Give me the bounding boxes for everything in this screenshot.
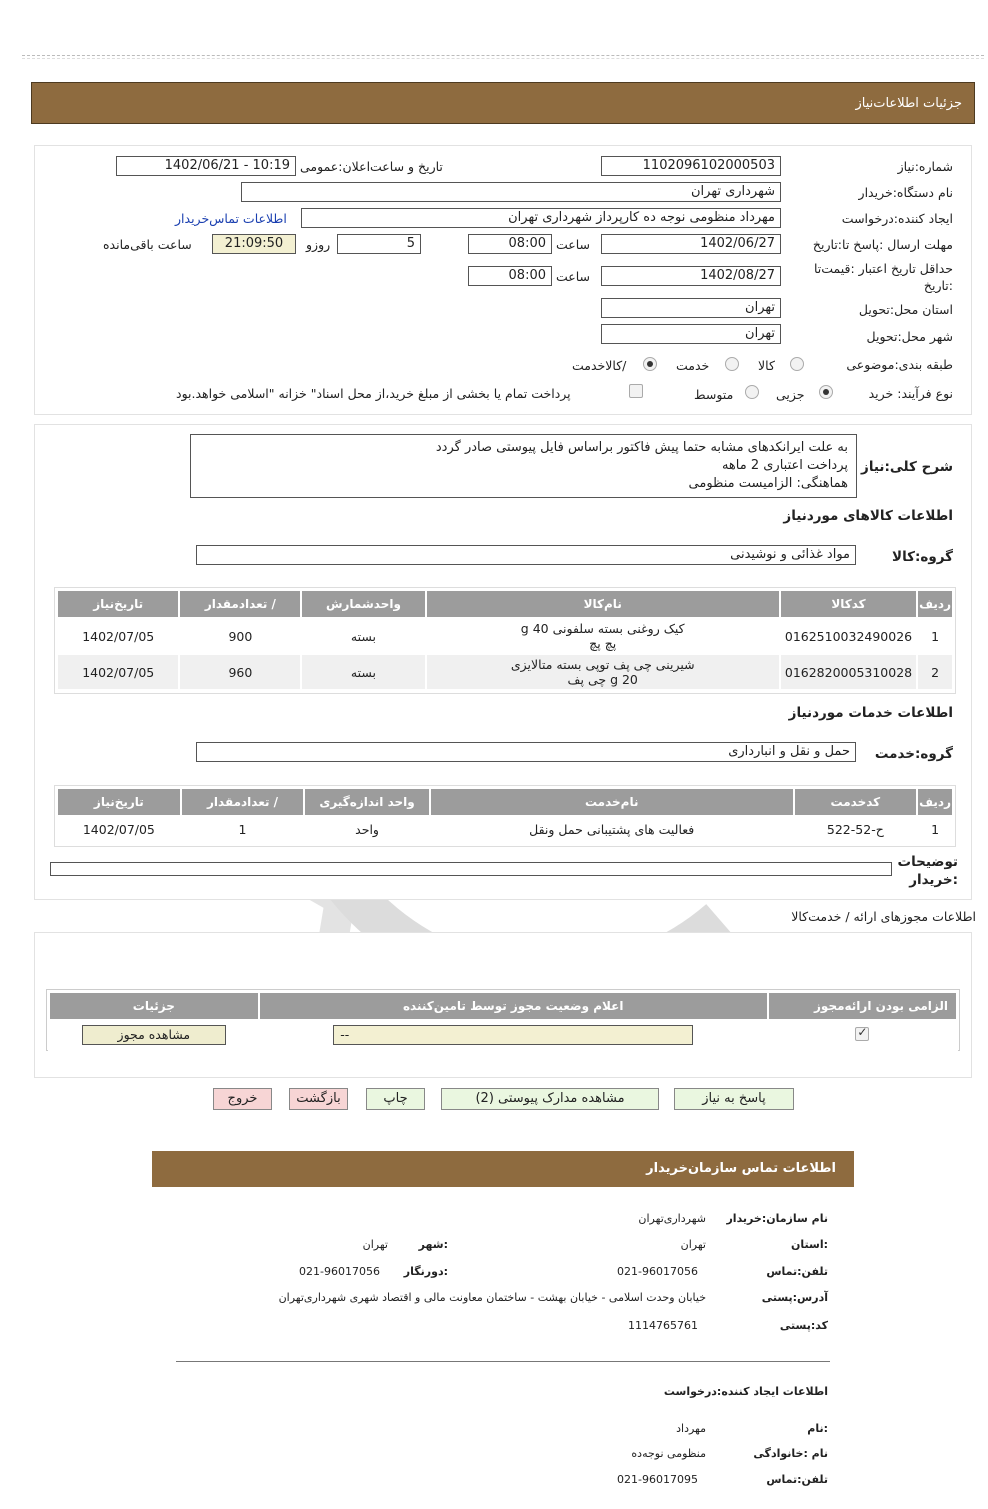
reply-button[interactable]: پاسخ به نیاز xyxy=(674,1088,794,1110)
goods-col-index: ردیف xyxy=(917,590,953,618)
validity-label-1: حداقل تاریخ اعتبار :قیمت‌تا xyxy=(813,261,953,276)
need-number-label: شماره:نیاز xyxy=(897,159,953,174)
goods-row-qty: 900 xyxy=(179,618,301,654)
services-row-name: فعالیت های پشتیبانی حمل ونقل xyxy=(430,816,794,842)
goods-group-label: گروه:کالا xyxy=(892,549,953,565)
goods-row-index: 1 xyxy=(917,618,953,654)
goods-col-date: تاریخ‌نیاز xyxy=(57,590,179,618)
description-line-3: هماهنگی: الزامیست منظومی xyxy=(688,476,848,491)
creator-label: ایجاد کننده:درخواست xyxy=(841,211,953,226)
goods-row-date: 1402/07/05 xyxy=(57,618,179,654)
goods-row-name-line-2: 20 g چی پف xyxy=(567,672,638,687)
contact-postal-value: 1114765761 xyxy=(628,1319,698,1332)
table-row xyxy=(57,618,953,654)
goods-col-name: نام‌کالا xyxy=(426,590,780,618)
top-divider-2 xyxy=(22,58,984,59)
contact-header xyxy=(152,1151,854,1187)
description-label: شرح کلی:نیاز xyxy=(861,459,953,475)
permit-status-field: -- xyxy=(333,1025,693,1045)
contact-phone-label: تلفن:تماس xyxy=(766,1265,828,1278)
services-col-date: تاریخ‌نیاز xyxy=(57,788,181,816)
contact-province-label: :استان xyxy=(791,1238,828,1251)
contact-postal-label: کد:پستی xyxy=(779,1319,828,1332)
deadline-date-field: 1402/06/27 xyxy=(601,234,781,254)
creator-phone-label: تلفن:تماس xyxy=(766,1473,828,1486)
category-goods-radio[interactable] xyxy=(790,357,804,371)
print-button[interactable]: چاپ xyxy=(366,1088,425,1110)
process-partial-label: جزیی xyxy=(776,387,805,402)
services-row-unit: واحد xyxy=(304,816,430,842)
contact-address-label: آدرس:پستی xyxy=(761,1291,828,1304)
page-title: جزئیات اطلاعات‌نیاز xyxy=(855,96,962,111)
category-both-label: /کالاخدمت xyxy=(572,358,627,373)
permits-row-required xyxy=(768,1020,957,1050)
goods-row-name-line-1: شیرینی چی پف توپی بسته متالایزی xyxy=(510,657,695,672)
view-permit-button[interactable]: مشاهده مجوز xyxy=(82,1025,226,1045)
creator-name-label: :نام xyxy=(807,1422,828,1435)
days-label: روزو xyxy=(306,237,331,252)
page-header xyxy=(31,82,975,124)
contact-province-value: تهران xyxy=(680,1238,706,1251)
process-medium-radio[interactable] xyxy=(745,385,759,399)
category-goods-label: کالا xyxy=(758,358,775,373)
days-field: 5 xyxy=(337,234,421,254)
buyer-notes-label-2: :خریدار xyxy=(909,872,958,888)
buyer-org-label: نام دستگاه:خریدار xyxy=(858,185,953,200)
province-field: تهران xyxy=(601,298,781,318)
services-table xyxy=(56,787,954,843)
services-col-code: کدخدمت xyxy=(794,788,918,816)
goods-col-qty: / تعدادمقدار xyxy=(179,590,301,618)
goods-row-name-line-1: کیک روغنی بسته سلفونی 40 g xyxy=(520,621,685,636)
creator-name-value: مهرداد xyxy=(676,1422,706,1435)
exit-button[interactable]: خروج xyxy=(213,1088,272,1110)
contact-org-label: نام سازمان:خریدار xyxy=(726,1212,828,1225)
announce-field: 1402/06/21 - 10:19 xyxy=(116,156,296,176)
province-label: استان محل:تحویل xyxy=(858,302,953,317)
validity-date-field: 1402/08/27 xyxy=(601,266,781,286)
remaining-time-field: 21:09:50 xyxy=(212,234,296,254)
services-group-field: حمل و نقل و انبارداری xyxy=(196,742,856,762)
validity-label-2: :تاریخ xyxy=(923,278,953,293)
goods-section-title: اطلاعات کالاهای موردنیاز xyxy=(783,508,953,524)
goods-row-name xyxy=(426,618,780,654)
goods-group-field: مواد غذائی و نوشیدنی xyxy=(196,545,856,565)
description-box xyxy=(190,434,857,498)
services-col-qty: / تعدادمقدار xyxy=(181,788,305,816)
goods-row-name xyxy=(426,654,780,690)
category-label: طبقه بندی:موضوعی xyxy=(846,357,953,372)
process-label: نوع فرآیند: خرید xyxy=(868,386,953,401)
services-group-label: گروه:خدمت xyxy=(874,746,953,762)
deadline-label: مهلت ارسال :پاسخ تا:تاریخ xyxy=(812,237,953,252)
goods-row-code: 0162510032490026 xyxy=(780,618,917,654)
goods-row-name-line-2: پچ پچ xyxy=(589,636,617,651)
buyer-org-field: شهرداری تهران xyxy=(241,182,781,202)
permits-col-status: اعلام وضعیت مجوز توسط تامین‌کننده xyxy=(259,992,768,1020)
process-medium-label: متوسط xyxy=(694,387,734,402)
creator-family-label: نام :خانوادگی xyxy=(753,1447,828,1460)
permits-row-details xyxy=(49,1020,259,1050)
table-row xyxy=(57,816,953,842)
contact-title: اطلاعات تماس سازمان‌خریدار xyxy=(646,1161,836,1176)
top-divider xyxy=(22,55,984,56)
goods-row-date: 1402/07/05 xyxy=(57,654,179,690)
contact-fax-value: 021-96017056 xyxy=(299,1265,380,1278)
category-service-label: خدمت xyxy=(676,358,710,373)
description-line-2: پرداخت اعتباری 2 ماهه xyxy=(721,458,848,473)
goods-col-unit: واحدشمارش xyxy=(301,590,425,618)
services-col-unit: واحد اندازه‌گیری xyxy=(304,788,430,816)
creator-phone-value: 021-96017095 xyxy=(617,1473,698,1486)
deadline-time-field: 08:00 xyxy=(468,234,552,254)
creator-field: مهرداد منظومی نوجه ده کارپرداز شهرداری تهران xyxy=(301,208,781,228)
remaining-label: ساعت باقی‌مانده xyxy=(103,237,192,252)
services-row-qty: 1 xyxy=(181,816,305,842)
goods-table xyxy=(56,589,954,691)
process-partial-radio[interactable] xyxy=(819,385,833,399)
back-button[interactable]: بازگشت xyxy=(289,1088,348,1110)
goods-col-code: کدکالا xyxy=(780,590,917,618)
permits-col-required: الزامی بودن ارائه‌مجوز xyxy=(768,992,957,1020)
contact-phone-value: 021-96017056 xyxy=(617,1265,698,1278)
deadline-time-label: ساعت xyxy=(556,237,591,252)
table-row xyxy=(57,654,953,690)
attachments-button[interactable]: مشاهده مدارک پیوستی (2) xyxy=(441,1088,659,1110)
services-col-name: نام‌خدمت xyxy=(430,788,794,816)
category-both-radio[interactable] xyxy=(643,357,657,371)
contact-org-value: شهرداری‌تهران xyxy=(638,1212,706,1225)
services-col-index: ردیف xyxy=(917,788,953,816)
permit-required-checkbox[interactable] xyxy=(855,1027,869,1041)
contact-divider xyxy=(176,1361,830,1362)
contact-address-value: خیابان وحدت اسلامی - خیابان بهشت - ساختمان معاونت مالی و اقتصاد شهری شهرداری‌تهران xyxy=(278,1291,706,1304)
need-number-field: 1102096102000503 xyxy=(601,156,781,176)
services-row-date: 1402/07/05 xyxy=(57,816,181,842)
table-row xyxy=(49,1020,957,1050)
goods-row-unit: بسته xyxy=(301,654,425,690)
services-row-index: 1 xyxy=(917,816,953,842)
permits-title: اطلاعات مجوزهای ارائه / خدمت‌کالا xyxy=(791,909,976,924)
goods-row-code: 0162820005310028 xyxy=(780,654,917,690)
city-field: تهران xyxy=(601,324,781,344)
permits-row-status xyxy=(259,1020,768,1050)
city-label: شهر محل:تحویل xyxy=(866,329,953,344)
services-section-title: اطلاعات خدمات موردنیاز xyxy=(788,705,953,721)
contact-city-value: تهران xyxy=(362,1238,388,1251)
validity-time-field: 08:00 xyxy=(468,266,552,286)
goods-row-index: 2 xyxy=(917,654,953,690)
announce-label: تاریخ و ساعت‌اعلان:عمومی xyxy=(300,159,443,174)
validity-time-label: ساعت xyxy=(556,269,591,284)
creator-family-value: منظومی نوجه‌ده xyxy=(631,1447,706,1460)
treasury-payment-checkbox[interactable] xyxy=(629,384,643,398)
goods-row-unit: بسته xyxy=(301,618,425,654)
creator-info-title: اطلاعات ایجاد کننده:درخواست xyxy=(663,1385,828,1398)
goods-row-qty: 960 xyxy=(179,654,301,690)
permits-table xyxy=(48,991,958,1051)
buyer-notes-label-1: توضیحات xyxy=(897,854,958,870)
contact-fax-label: :دورنگار xyxy=(403,1265,448,1278)
services-row-code: ح-52-522 xyxy=(794,816,918,842)
permits-col-details: جزئیات xyxy=(49,992,259,1020)
buyer-notes-field xyxy=(50,862,892,876)
category-service-radio[interactable] xyxy=(725,357,739,371)
description-line-1: به علت ایرانکدهای مشابه حتما پیش فاکتور براساس فایل پیوستی صادر گردد xyxy=(435,440,848,455)
contact-city-label: :شهر xyxy=(418,1238,448,1251)
treasury-payment-label: پرداخت تمام یا بخشی از مبلغ خرید،از محل اسناد" خزانه "اسلامی خواهد.بود xyxy=(176,386,571,401)
buyer-contact-link[interactable]: اطلاعات تماس‌خریدار xyxy=(175,211,287,226)
